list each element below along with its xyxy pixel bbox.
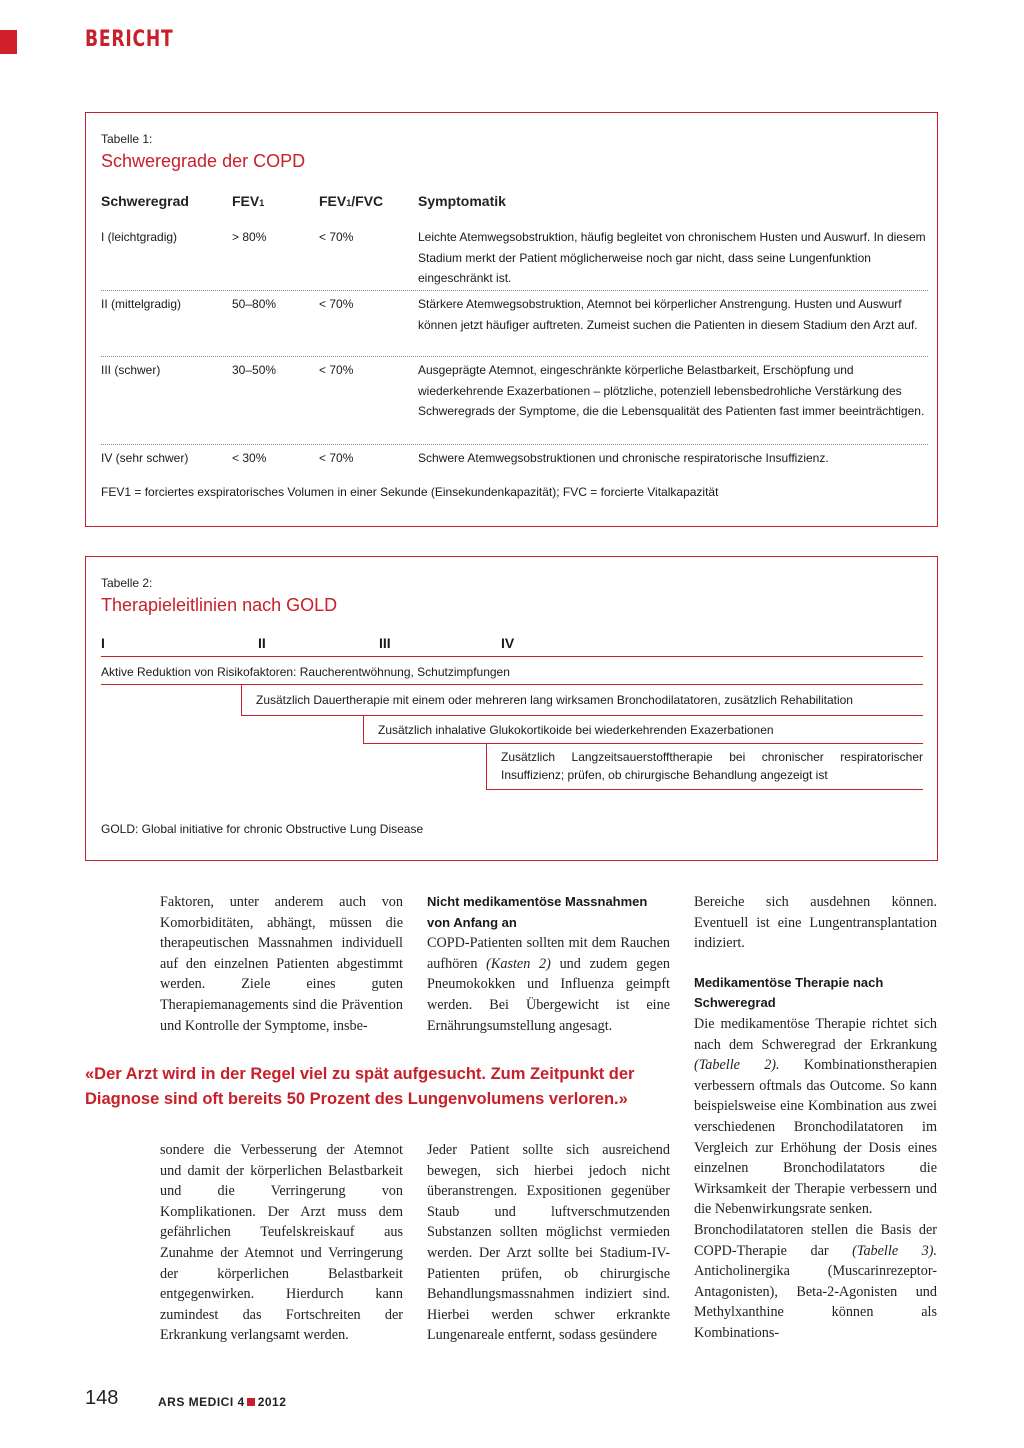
symptoms-cell: Schwere Atemwegsobstruktionen und chronische respiratorische Insuffizienz.: [418, 451, 829, 465]
symptoms-cell: Leichte Atemwegsobstruktion, häufig begleitet von chronischem Husten und Auswurf. In diesem Stadium merkt der Patient möglicherweise noch gar nicht, dass seine Lungenfunktion eingeschränkt ist.: [418, 230, 926, 286]
paragraph: COPD-Patienten sollten mit dem Rauchen aufhören (Kasten 2) und zudem gegen Pneumokokken und Influenza geimpft werden. Bei Übergewicht ist eine Ernährungsumstellung angesagt.: [427, 935, 670, 1034]
grade-cell: IV (sehr schwer): [101, 451, 189, 465]
body-column-2-bottom: [427, 1140, 670, 1346]
page-number: 148: [85, 1387, 119, 1409]
therapy-row: Zusätzlich inhalative Glukokortikoide bei wiederkehrenden Exazerbationen: [363, 716, 923, 744]
ratio-cell: < 70%: [319, 230, 354, 244]
subheading: Medikamentöse Therapie nach Schweregrad: [694, 974, 884, 1011]
therapy-row: Zusätzlich Langzeitsauerstofftherapie bei chronischer respiratorischer Insuffizienz; prüfen, ob chirurgische Behandlung angezeigt ist: [486, 744, 923, 790]
table-1-footnote: FEV1 = forciertes exspiratorisches Volumen in einer Sekunde (Einsekundenkapazität); FVC = forcierte Vitalkapazität: [101, 485, 719, 499]
table-2: [85, 556, 938, 861]
paragraph: Bronchodilatatoren stellen die Basis der COPD-Therapie dar (Tabelle 3). Anticholinergika (Muscarinrezeptor-Antagonisten), Beta-2-Agonisten und Methylxanthine können als Kombinations-: [694, 1221, 937, 1341]
paragraph: Bereiche sich ausdehnen können. Eventuell ist eine Lungentransplantation indiziert.: [694, 894, 937, 952]
row-divider: [101, 444, 928, 445]
body-column-3: [694, 892, 937, 1343]
body-column-2-top: [427, 892, 670, 1036]
stage-divider: [101, 656, 923, 657]
fev1-cell: 50–80%: [232, 297, 277, 311]
ratio-cell: < 70%: [319, 297, 354, 311]
body-column-1-top: [160, 892, 403, 1036]
table-1: [85, 112, 938, 527]
column-header: FEV1: [232, 193, 265, 209]
row-divider: [101, 356, 928, 357]
grade-cell: III (schwer): [101, 363, 161, 377]
fev1-cell: > 80%: [232, 230, 267, 244]
paragraph: Faktoren, unter anderem auch von Komorbiditäten, abhängt, müssen die therapeutischen Massnahmen individuell auf den einzelnen Patienten abgestimmt werden. Ziele eines guten Therapiemanagements sind die Prävention und Kontrolle der Symptome, insbe-: [160, 894, 403, 1034]
subheading: Nicht medikamentöse Massnahmen von Anfang an: [427, 894, 648, 930]
grade-cell: II (mittelgradig): [101, 297, 182, 311]
table-row: [101, 294, 928, 360]
pull-quote: «Der Arzt wird in der Regel viel zu spät aufgesucht. Zum Zeitpunkt der Diagnose sind oft bereits 50 Prozent des Lungenvolumens verloren.»: [85, 1065, 635, 1108]
stage-header: I: [101, 635, 105, 651]
journal-name: ARS MEDICI 4 2012: [158, 1395, 287, 1409]
stage-header: IV: [501, 635, 515, 651]
symptoms-cell: Ausgeprägte Atemnot, eingeschränkte körperliche Belastbarkeit, Erschöpfung und wiederkehrende Exazerbationen – plötzliche, potenziell lebensbedrohliche Verstärkung des Schweregrads der Symptome, die die Lebensqualität des Patienten fast immer beeinträchtigen.: [418, 363, 925, 419]
table-row: [101, 360, 928, 446]
fev1-cell: 30–50%: [232, 363, 277, 377]
ratio-cell: < 70%: [319, 451, 354, 465]
section-marker: [0, 30, 17, 54]
table-2-label: Tabelle 2:: [101, 576, 153, 590]
grade-cell: I (leichtgradig): [101, 230, 178, 244]
stage-header: II: [258, 635, 266, 651]
table-1-title: Schweregrade der COPD: [101, 151, 306, 171]
row-divider: [101, 290, 928, 291]
square-bullet-icon: [247, 1398, 255, 1406]
section-label: BERICHT: [85, 27, 174, 52]
fev1-cell: < 30%: [232, 451, 267, 465]
table-2-title: Therapieleitlinien nach GOLD: [101, 595, 338, 615]
symptoms-cell: Stärkere Atemwegsobstruktion, Atemnot bei körperlicher Anstrengung. Husten und Auswurf können jetzt häufiger auftreten. Zumeist suchen die Patienten in diesem Stadium den Arzt auf.: [418, 297, 918, 332]
column-header: FEV1/FVC: [319, 193, 384, 209]
table-1-label: Tabelle 1:: [101, 132, 153, 146]
therapy-row: Zusätzlich Dauertherapie mit einem oder mehreren lang wirksamen Bronchodilatatoren, zusätzlich Rehabilitation: [241, 685, 923, 716]
body-column-1-bottom: [160, 1140, 403, 1346]
paragraph: sondere die Verbesserung der Atemnot und damit der körperlichen Belastbarkeit und die Verringerung von Komplikationen. Der Arzt muss dem gefährlichen Teufelskreiskauf aus Zunahme der Atemnot und Verringerung der körperlichen Belastbarkeit entgegenwirken. Hierdurch kann zumindest das Fortschreiten der Erkrankung verlangsamt werden.: [160, 1142, 403, 1344]
paragraph: Die medikamentöse Therapie richtet sich nach dem Schweregrad der Erkrankung (Tabelle 2). Kombinationstherapien verbessern oftmals das Outcome. So kann beispielsweise eine Kombination aus zwei verschiedenen Bronchodilatatoren im Vergleich zur Erhöhung der Dosis eines einzelnen Bronchodilatators die Wirksamkeit der Therapie verbessern und die Nebenwirkungsrate senken.: [694, 1015, 937, 1218]
column-header: Symptomatik: [418, 193, 506, 209]
table-row: [101, 448, 928, 470]
table-row: [101, 227, 928, 293]
paragraph: Jeder Patient sollte sich ausreichend bewegen, sich hierbei jedoch nicht überanstrengen. Expositionen gegenüber Staub und luftverschmutzenden Substanzen sollten möglichst vermieden werden. Der Arzt sollte bei Stadium-IV-Patienten prüfen, ob chirurgische Behandlungsmassnahmen indiziert sind. Hierbei werden schwer erkrankte Lungenareale entfernt, sodass gesündere: [427, 1142, 670, 1344]
ratio-cell: < 70%: [319, 363, 354, 377]
therapy-row: Aktive Reduktion von Risikofaktoren: Raucherentwöhnung, Schutzimpfungen: [101, 663, 923, 685]
stage-header: III: [379, 635, 391, 651]
column-header: Schweregrad: [101, 193, 189, 209]
table-2-footnote: GOLD: Global initiative for chronic Obstructive Lung Disease: [101, 822, 424, 836]
